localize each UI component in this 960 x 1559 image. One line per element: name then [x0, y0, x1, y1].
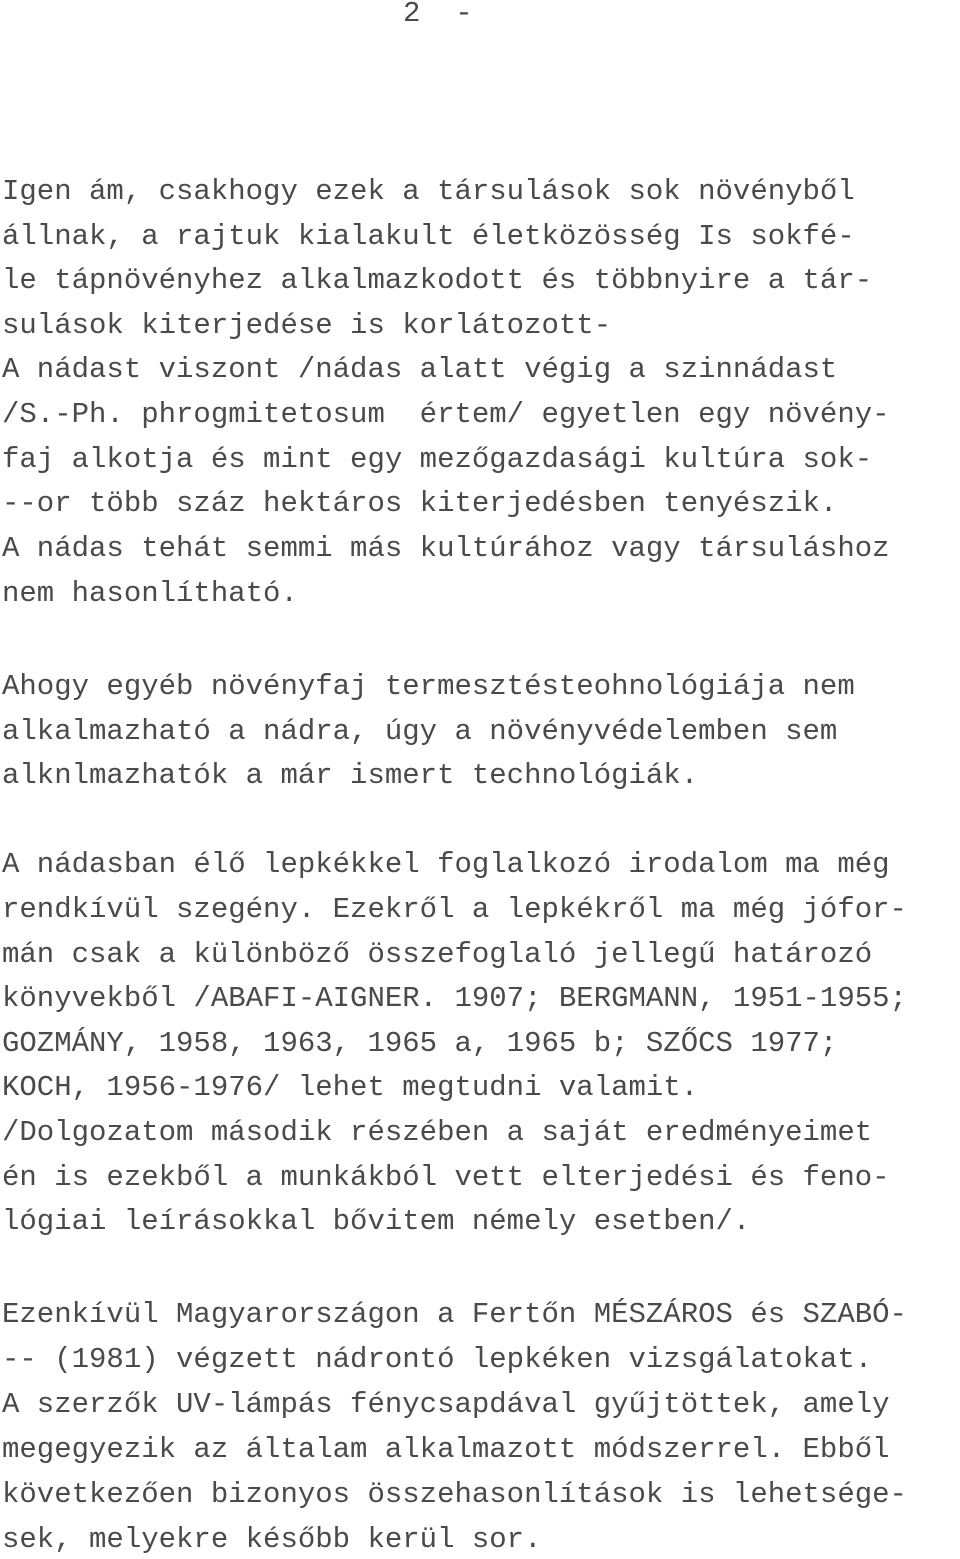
text-line: KOCH, 1956-1976/ lehet megtudni valamit.: [2, 1071, 699, 1104]
text-line: lógiai leírásokkal bővitem némely esetben/.: [2, 1205, 751, 1238]
text-line: -- (1981) végzett nádrontó lepkéken vizsgálatokat.: [2, 1343, 873, 1376]
text-line: állnak, a rajtuk kialakult életközösség Is sokfé-: [2, 220, 855, 253]
text-line: sulások kiterjedése is korlátozott-: [2, 309, 612, 342]
text-line: Igen ám, csakhogy ezek a társulások sok növényből: [2, 175, 855, 208]
text-line: Ahogy egyéb növényfaj termesztésteohnológiája nem: [2, 670, 855, 703]
text-line: A nádasban élő lepkékkel foglalkozó irodalom ma még: [2, 848, 890, 881]
text-line: /S.-Ph. phrogmitetosum értem/ egyetlen egy növény-: [2, 398, 890, 431]
text-line: /Dolgozatom második részében a saját eredményeimet: [2, 1116, 873, 1149]
text-line: A nádast viszont /nádas alatt végig a szinnádast: [2, 353, 838, 386]
text-line: mán csak a különböző összefoglaló jellegű határozó: [2, 938, 873, 971]
text-line: sek, melyekre később kerül sor.: [2, 1523, 542, 1556]
text-line: én is ezekből a munkákból vett elterjedési és feno-: [2, 1161, 890, 1194]
text-line: --or több száz hektáros kiterjedésben tenyészik.: [2, 487, 838, 520]
text-line: faj alkotja és mint egy mezőgazdasági kultúra sok-: [2, 443, 873, 476]
text-line: rendkívül szegény. Ezekről a lepkékről ma még jófor-: [2, 893, 907, 926]
text-line: következően bizonyos összehasonlítások is lehetsége-: [2, 1478, 907, 1511]
text-line: könyvekből /ABAFI-AIGNER. 1907; BERGMANN, 1951-1955;: [2, 982, 907, 1015]
text-line: A nádas tehát semmi más kultúrához vagy társuláshoz: [2, 532, 890, 565]
text-line: nem hasonlítható.: [2, 577, 298, 610]
text-line: alknlmazhatók a már ismert technológiák.: [2, 759, 699, 792]
text-line: GOZMÁNY, 1958, 1963, 1965 a, 1965 b; SZŐCS 1977;: [2, 1027, 838, 1060]
text-line: alkalmazható a nádra, úgy a növényvédelemben sem: [2, 715, 838, 748]
page-number: 2 -: [403, 0, 473, 30]
text-line: megegyezik az általam alkalmazott módszerrel. Ebből: [2, 1433, 890, 1466]
text-line: Ezenkívül Magyarországon a Fertőn MÉSZÁROS és SZABÓ-: [2, 1298, 907, 1331]
text-line: le tápnövényhez alkalmazkodott és többnyire a tár-: [2, 264, 873, 297]
text-line: A szerzők UV-lámpás fénycsapdával gyűjtöttek, amely: [2, 1388, 890, 1421]
